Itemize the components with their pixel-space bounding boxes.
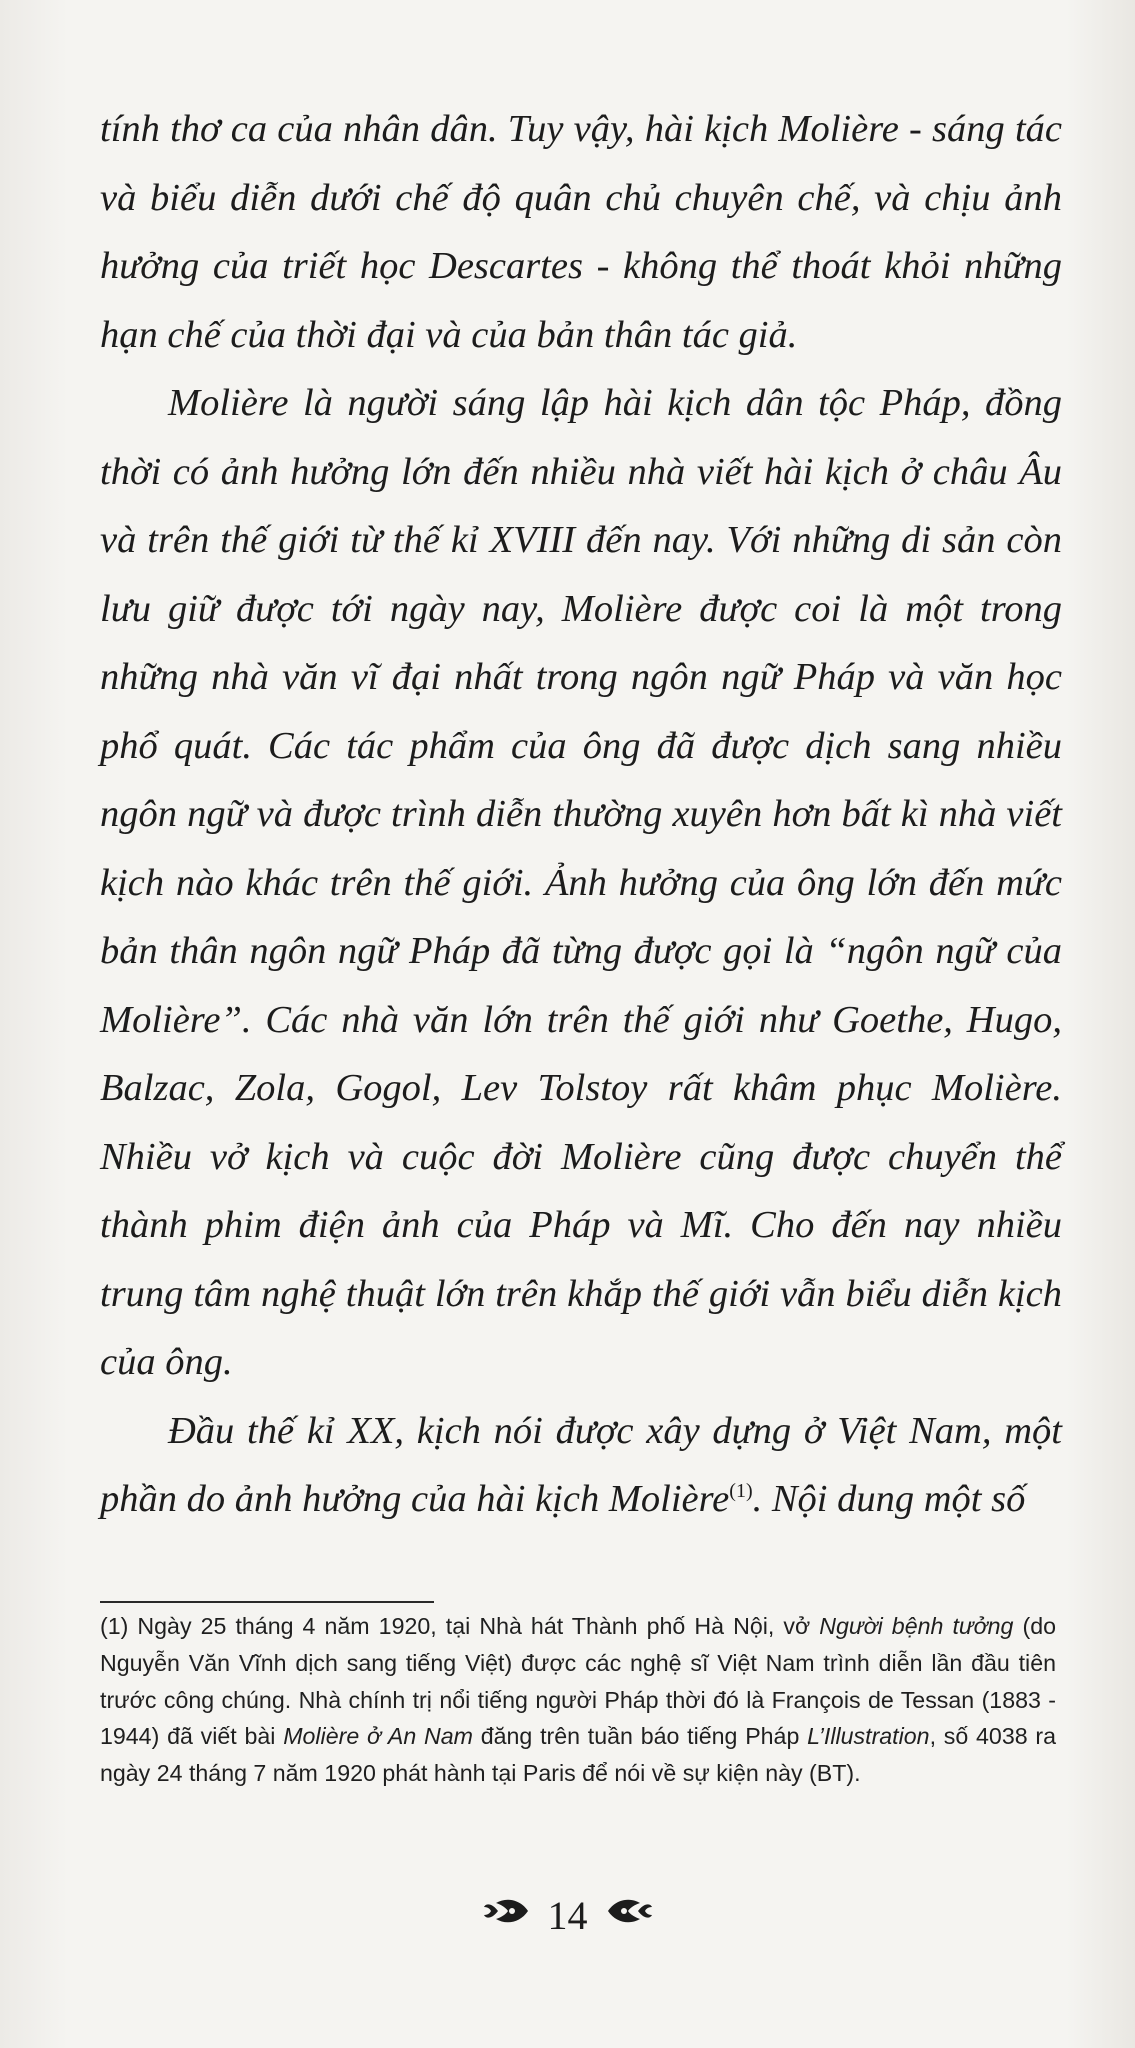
paragraph-1: tính thơ ca của nhân dân. Tuy vậy, hài kịch Molière - sáng tác và biểu diễn dưới chế độ quân chủ chuyên chế, và chịu ảnh hưởng của triết học Descartes - không thể thoát khỏi những hạn chế của thời đại và của bản thân tác giả.: [100, 108, 1062, 356]
fleuron-right-icon: [604, 1892, 654, 1939]
fleuron-left-icon: [482, 1892, 532, 1939]
article-title: Molière ở An Nam: [283, 1723, 473, 1750]
footnote: [100, 1608, 1056, 1792]
paragraph-3-tail: . Nội dung một số: [752, 1478, 1026, 1520]
page-number: 14: [547, 1893, 588, 1939]
paragraph-2: Molière là người sáng lập hài kịch dân tộc Pháp, đồng thời có ảnh hưởng lớn đến nhiều nhà viết hài kịch ở châu Âu và trên thế giới từ thế kỉ XVIII đến nay. Với những di sản còn lưu giữ được tới ngày nay, Molière được coi là một trong những nhà văn vĩ đại nhất trong ngôn ngữ Pháp và văn học phổ quát. Các tác phẩm của ông đã được dịch sang nhiều ngôn ngữ và được trình diễn thường xuyên hơn bất kì nhà viết kịch nào khác trên thế giới. Ảnh hưởng của ông lớn đến mức bản thân ngôn ngữ Pháp đã từng được gọi là “ngôn ngữ của Molière”. Các nhà văn lớn trên thế giới như Goethe, Hugo, Balzac, Zola, Gogol, Lev Tolstoy rất khâm phục Molière. Nhiều vở kịch và cuộc đời Molière cũng được chuyển thể thành phim điện ảnh của Pháp và Mĩ. Cho đến nay nhiều trung tâm nghệ thuật lớn trên khắp thế giới vẫn biểu diễn kịch của ông.: [100, 382, 1062, 1383]
play-title: Người bệnh tưởng: [819, 1613, 1014, 1639]
footnote-marker: (1): [729, 1480, 753, 1502]
page-folio: [0, 1888, 1135, 1939]
footnote-divider: [100, 1601, 434, 1603]
main-text: [100, 95, 1062, 1534]
paragraph-3-text: Đầu thế kỉ XX, kịch nói được xây dựng ở Việt Nam, một phần do ảnh hưởng của hài kịch Molière: [100, 1409, 1062, 1520]
paragraph-3: [100, 1397, 1062, 1534]
newspaper-title: L’Illustration: [807, 1723, 930, 1750]
footnote-text: (1) Ngày 25 tháng 4 năm 1920, tại Nhà hát Thành phố Hà Nội, vở Người bệnh tưởng (do Nguyễn Văn Vĩnh dịch sang tiếng Việt) được các nghệ sĩ Việt Nam trình diễn lần đầu tiên trước công chúng. Nhà chính trị nổi tiếng người Pháp thời đó là François de Tessan (1883 - 1944) đã viết bài Molière ở An Nam đăng trên tuần báo tiếng Pháp L’Illustration, số 4038 ra ngày 24 tháng 7 năm 1920 phát hành tại Paris để nói về sự kiện này (BT).: [100, 1613, 1056, 1787]
